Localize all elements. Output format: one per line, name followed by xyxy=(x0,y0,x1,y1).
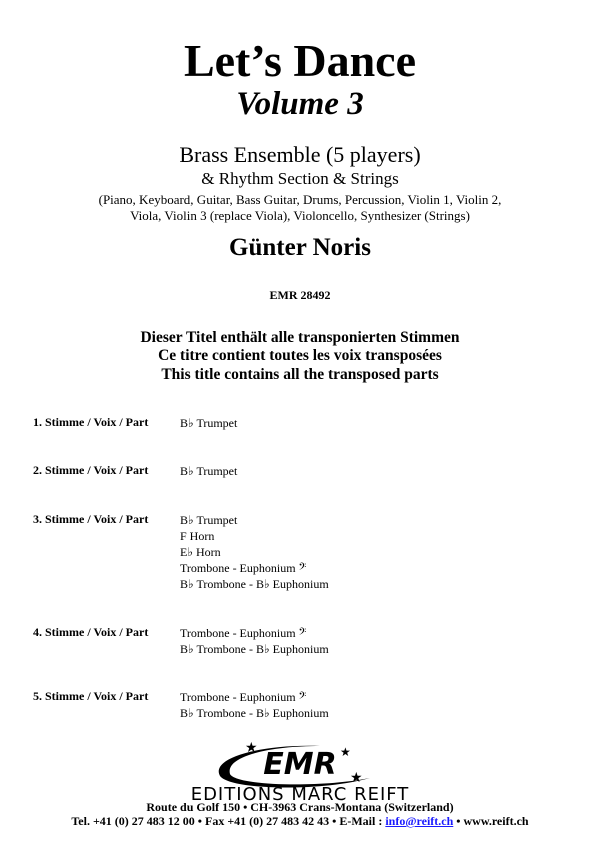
ensemble: Brass Ensemble (5 players) xyxy=(179,142,421,167)
transposed-note-en: This title contains all the transposed parts xyxy=(161,366,439,383)
instrument-item: Trombone - Euphonium 𝄢 xyxy=(180,561,307,575)
emr-logo xyxy=(200,738,400,790)
instrument-item: F Horn xyxy=(180,529,215,543)
volume: Volume 3 xyxy=(236,86,364,122)
part-instruments xyxy=(180,689,329,721)
contact-website: • www.reift.ch xyxy=(453,814,529,828)
instrument-list-line-2: Viola, Violin 3 (replace Viola), Violoncello, Synthesizer (Strings) xyxy=(130,208,470,223)
part-label: 5. Stimme / Voix / Part xyxy=(33,689,149,703)
title: Let’s Dance xyxy=(183,35,417,86)
contact-phone-fax: Tel. +41 (0) 27 483 12 00 • Fax +41 (0) 27 483 42 43 • E-Mail : xyxy=(71,814,386,828)
composer: Günter Noris xyxy=(229,234,371,261)
svg-text:★: ★ xyxy=(350,771,363,786)
publisher-address: Route du Golf 150 • CH-3963 Crans-Montana (Switzerland) xyxy=(146,800,454,814)
instrument-item: Trombone - Euphonium 𝄢 xyxy=(180,626,307,640)
instrument-item: Trombone - Euphonium 𝄢 xyxy=(180,690,307,704)
part-label: 4. Stimme / Voix / Part xyxy=(33,625,149,639)
publisher-contact xyxy=(0,814,600,829)
instrument-item: E♭ Horn xyxy=(180,545,221,559)
part-label: 3. Stimme / Voix / Part xyxy=(33,512,149,526)
transposed-note-de: Dieser Titel enthält alle transponierten Stimmen xyxy=(140,329,460,346)
svg-text:★: ★ xyxy=(245,741,258,756)
transposed-note-fr: Ce titre contient toutes les voix transposées xyxy=(158,347,442,364)
part-label: 2. Stimme / Voix / Part xyxy=(33,463,149,477)
part-instruments xyxy=(180,463,237,479)
instrument-item: B♭ Trombone - B♭ Euphonium xyxy=(180,706,329,720)
publisher-name: EDITIONS MARC REIFT xyxy=(190,784,410,805)
rhythm-section: & Rhythm Section & Strings xyxy=(201,169,399,188)
email-link[interactable]: info@reift.ch xyxy=(385,814,454,828)
part-instruments xyxy=(180,415,237,431)
svg-text:EMR: EMR xyxy=(263,747,337,782)
part-instruments xyxy=(180,625,329,657)
instrument-list-line-1: (Piano, Keyboard, Guitar, Bass Guitar, Drums, Percussion, Violin 1, Violin 2, xyxy=(98,192,502,207)
catalog-number: EMR 28492 xyxy=(269,288,331,302)
instrument-item: B♭ Trumpet xyxy=(180,416,238,430)
part-label: 1. Stimme / Voix / Part xyxy=(33,415,149,429)
svg-text:★: ★ xyxy=(340,745,351,759)
part-instruments xyxy=(180,512,329,592)
instrument-item: B♭ Trombone - B♭ Euphonium xyxy=(180,642,329,656)
instrument-item: B♭ Trumpet xyxy=(180,513,238,527)
instrument-item: B♭ Trumpet xyxy=(180,464,238,478)
instrument-item: B♭ Trombone - B♭ Euphonium xyxy=(180,577,329,591)
